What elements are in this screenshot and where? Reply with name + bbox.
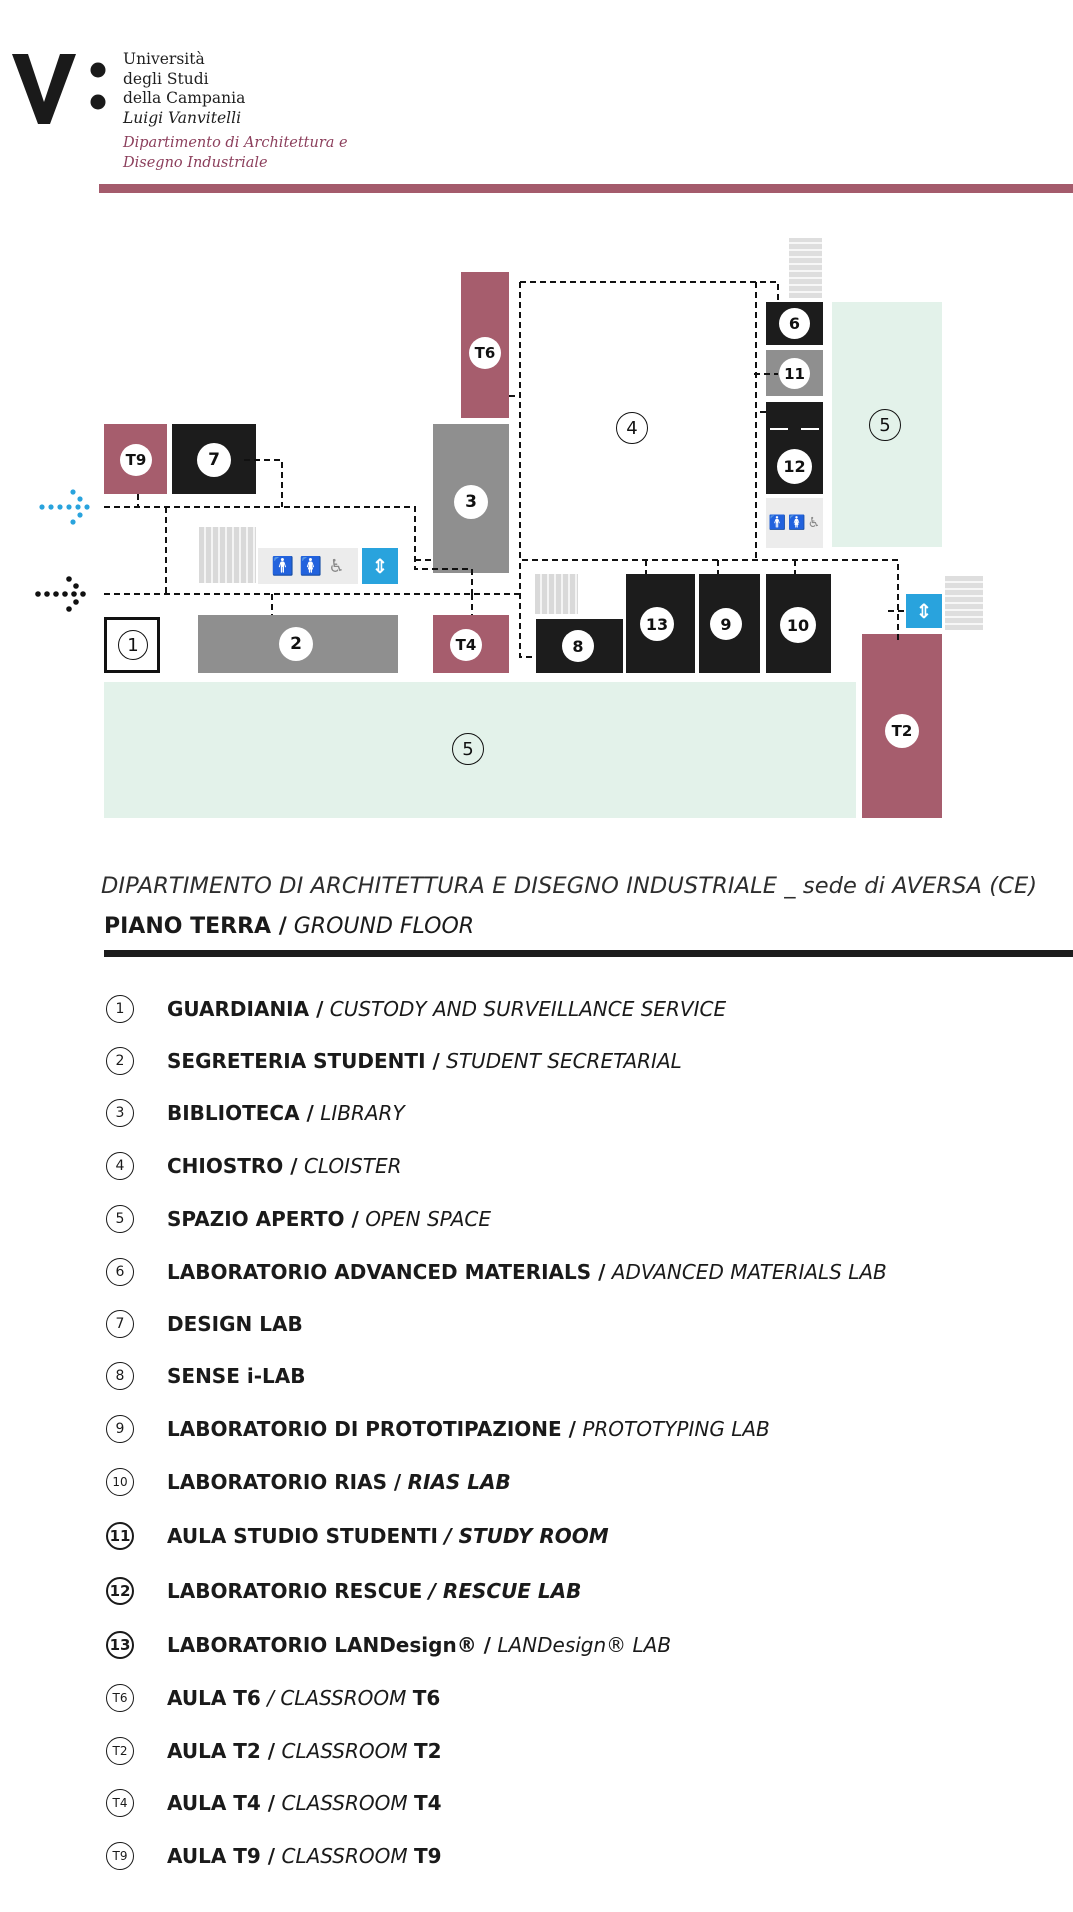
restroom-icon: 🚺 — [788, 515, 806, 531]
accessible-icon: ♿ — [328, 555, 345, 577]
legend-label — [167, 1686, 440, 1710]
legend-item — [106, 1627, 671, 1663]
room-label-13: 13 — [640, 607, 674, 641]
room-label-5: 5 — [869, 409, 901, 441]
legend-label-bold: SPAZIO APERTO / — [167, 1207, 359, 1231]
room-label-t9: T9 — [120, 444, 152, 476]
legend-label-tail: T9 — [413, 1844, 442, 1868]
room-label-7: 7 — [197, 443, 231, 477]
legend-label-bold: DESIGN LAB — [167, 1312, 303, 1336]
department-title: DIPARTIMENTO DI ARCHITETTURA E DISEGNO INDUSTRIALE _ sede di AVERSA (CE) — [101, 873, 1038, 899]
legend-label-italic: PROTOTYPING LAB — [582, 1417, 770, 1441]
room-label-5: 5 — [452, 733, 484, 765]
legend-label-italic: LANDesign® LAB — [497, 1633, 672, 1657]
legend-label-italic: OPEN SPACE — [365, 1207, 491, 1231]
legend-label — [167, 1633, 671, 1657]
legend-label-bold: AULA T9 / — [167, 1844, 276, 1868]
legend-number: T9 — [106, 1842, 134, 1870]
university-line: degli Studi — [123, 69, 209, 88]
legend-item — [106, 1573, 581, 1609]
elevator-icon: ⇕ — [906, 594, 942, 628]
legend-label — [167, 1049, 682, 1073]
university-line: della Campania — [123, 89, 246, 107]
legend-label-tail: T2 — [413, 1739, 442, 1763]
legend-number: 7 — [106, 1310, 134, 1338]
legend-item — [106, 1254, 887, 1290]
room-label-3: 3 — [454, 485, 488, 519]
legend-item — [106, 1680, 440, 1716]
legend-item — [106, 1043, 682, 1079]
legend-item — [106, 1838, 442, 1874]
restroom-icon: 🚹 — [768, 515, 787, 531]
legend-item — [106, 1358, 305, 1394]
legend-number: T2 — [106, 1737, 134, 1765]
legend-number: 13 — [106, 1631, 134, 1659]
legend-label-bold: AULA T2 / — [167, 1739, 276, 1763]
legend-label-bold: LABORATORIO LANDesign® / — [167, 1633, 491, 1657]
elevator-icon: ⇕ — [362, 548, 398, 584]
legend-label-bold: CHIOSTRO / — [167, 1154, 298, 1178]
legend-label-italic: / RESCUE LAB — [428, 1579, 582, 1603]
legend-label-bold: LABORATORIO RIAS / — [167, 1470, 402, 1494]
legend-item — [106, 1733, 442, 1769]
legend-number: 9 — [106, 1415, 134, 1443]
legend-item — [106, 1411, 770, 1447]
legend-label — [167, 1579, 581, 1603]
legend-label-italic: CLOISTER — [303, 1154, 402, 1178]
legend-label-tail: T6 — [412, 1686, 441, 1710]
university-name-italic: Luigi Vanvitelli — [123, 108, 242, 127]
legend-number: 6 — [106, 1258, 134, 1286]
legend-item — [106, 1201, 491, 1237]
legend-label-tail: T4 — [413, 1791, 442, 1815]
legend-item — [106, 991, 726, 1027]
restroom-icon: 🚹 — [271, 555, 294, 577]
floor-title-italic: GROUND FLOOR — [293, 914, 475, 939]
legend-label-bold: AULA STUDIO STUDENTI — [167, 1524, 438, 1548]
legend-label-bold: GUARDIANIA / — [167, 997, 324, 1021]
legend-item — [106, 1306, 303, 1342]
legend-number: T6 — [106, 1684, 134, 1712]
legend-label-bold: SENSE i-LAB — [167, 1364, 306, 1388]
room-label-t2: T2 — [885, 714, 919, 748]
legend-label-bold: LABORATORIO ADVANCED MATERIALS / — [167, 1260, 606, 1284]
legend-label-italic: STUDENT SECRETARIAL — [446, 1049, 682, 1073]
legend-item — [106, 1785, 442, 1821]
legend-label — [167, 1524, 609, 1548]
room-label-10: 10 — [780, 607, 816, 643]
legend-label-italic: RIAS LAB — [407, 1470, 511, 1494]
legend-number: 1 — [106, 995, 134, 1023]
legend-label — [167, 1470, 511, 1494]
department-line: Dipartimento di Architettura e — [123, 135, 348, 151]
legend-label — [167, 1101, 405, 1125]
legend-label — [167, 1364, 305, 1388]
legend-label — [167, 1312, 303, 1336]
legend-label — [167, 997, 726, 1021]
legend-label-bold: AULA T6 — [167, 1686, 261, 1710]
legend-label-bold: SEGRETERIA STUDENTI / — [167, 1049, 440, 1073]
legend-label-italic: LIBRARY — [320, 1101, 405, 1125]
department-line: Disegno Industriale — [123, 154, 268, 171]
university-line: Università — [123, 50, 205, 68]
legend-label-italic: / STUDY ROOM — [444, 1524, 609, 1548]
accessible-icon: ♿ — [807, 515, 821, 531]
legend-number: 4 — [106, 1152, 134, 1180]
legend-number: T4 — [106, 1789, 134, 1817]
room-label-6: 6 — [779, 308, 810, 339]
restroom-icon: 🚺 — [299, 555, 323, 577]
room-label-4: 4 — [616, 412, 648, 444]
legend-item — [106, 1148, 402, 1184]
legend-label-italic: CLASSROOM — [281, 1739, 408, 1763]
legend-number: 11 — [106, 1522, 134, 1550]
legend-item — [106, 1464, 511, 1500]
legend-label — [167, 1207, 491, 1231]
legend-label-bold: LABORATORIO DI PROTOTIPAZIONE / — [167, 1417, 576, 1441]
legend-label-italic: / CLASSROOM — [267, 1686, 407, 1710]
legend-label — [167, 1739, 442, 1763]
legend-label-italic: CLASSROOM — [281, 1791, 408, 1815]
floor-title-bold: PIANO TERRA / — [104, 914, 287, 939]
legend-label-bold: LABORATORIO RESCUE — [167, 1579, 423, 1603]
legend-item — [106, 1518, 609, 1554]
legend-label-bold: AULA T4 / — [167, 1791, 276, 1815]
legend-label-italic: CLASSROOM — [281, 1844, 408, 1868]
legend-number: 2 — [106, 1047, 134, 1075]
room-label-11: 11 — [779, 358, 810, 389]
room-label-12: 12 — [777, 449, 812, 484]
legend-label-italic: CUSTODY AND SURVEILLANCE SERVICE — [329, 997, 727, 1021]
room-label-9: 9 — [710, 608, 742, 640]
room-label-t4: T4 — [450, 629, 482, 661]
legend-label — [167, 1791, 442, 1815]
legend-item — [106, 1095, 405, 1131]
legend-label-italic: ADVANCED MATERIALS LAB — [611, 1260, 887, 1284]
room-label-1: 1 — [118, 630, 148, 660]
legend-number: 8 — [106, 1362, 134, 1390]
legend-label — [167, 1154, 402, 1178]
legend-number: 12 — [106, 1577, 134, 1605]
legend-label-bold: BIBLIOTECA / — [167, 1101, 314, 1125]
room-label-t6: T6 — [469, 337, 501, 369]
legend-label — [167, 1417, 770, 1441]
legend-number: 5 — [106, 1205, 134, 1233]
legend-number: 3 — [106, 1099, 134, 1127]
room-label-2: 2 — [279, 627, 313, 661]
legend-label — [167, 1260, 887, 1284]
room-label-8: 8 — [562, 630, 594, 662]
legend-label — [167, 1844, 442, 1868]
legend-number: 10 — [106, 1468, 134, 1496]
